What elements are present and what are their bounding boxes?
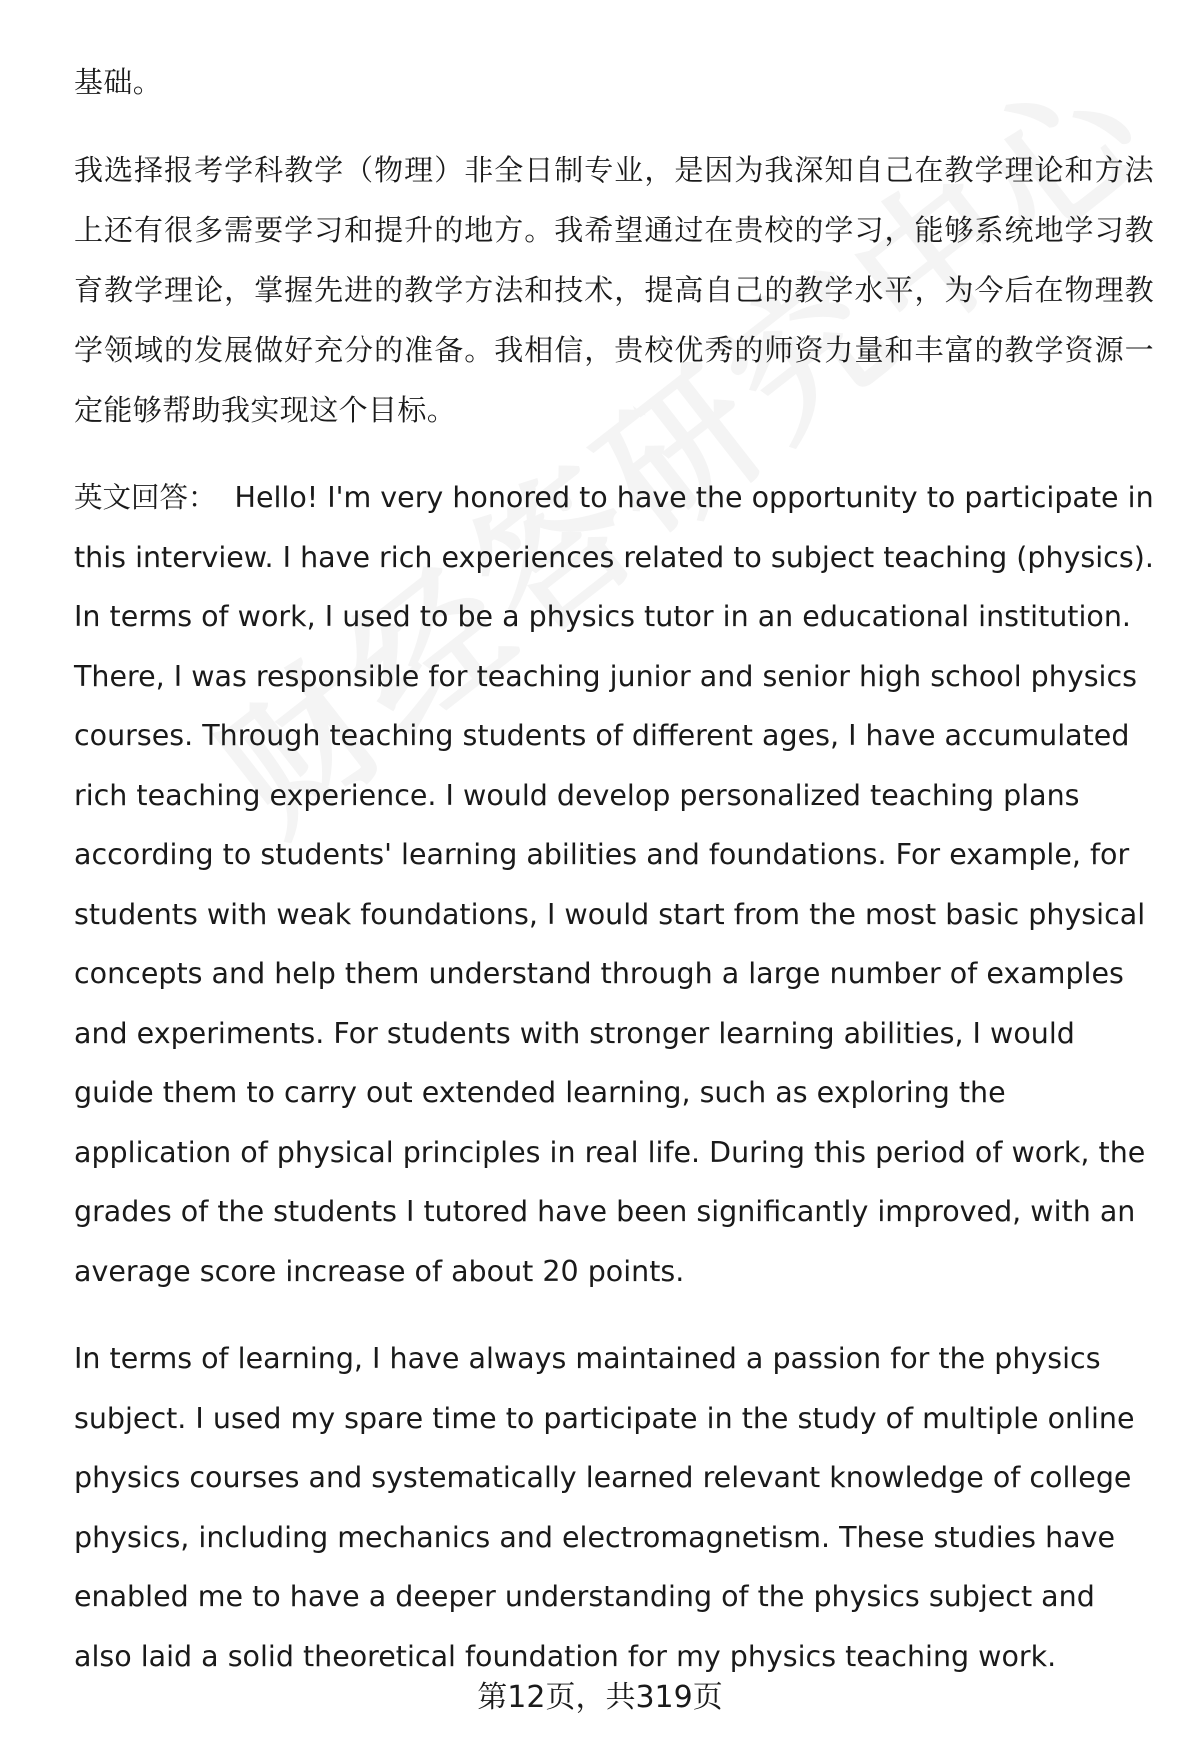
paragraph-english-answer [74,468,1154,1301]
paragraph-text: 我选择报考学科教学（物理）非全日制专业，是因为我深知自己在教学理论和方法上还有很多需要学习和提升的地方。我希望通过在贵校的学习，能够系统地学习教育教学理论，掌握先进的教学方法和技术，提高自己的教学水平，为今后在物理教学领域的发展做好充分的准备。我相信，贵校优秀的师资力量和丰富的教学资源一定能够帮助我实现这个目标。 [74,153,1154,427]
paragraph-text: 基础。 [74,65,163,99]
page-number: 第12页，共319页 [477,1680,723,1715]
paragraph-continuation [74,52,1154,112]
answer-label: 英文回答： [74,481,217,514]
paragraph-chinese-answer [74,140,1154,440]
paragraph-learning [74,1329,1154,1686]
document-body [74,52,1154,1714]
paragraph-text: In terms of learning, I have always maintained a passion for the physics subject. I used my spare time to participate in the study of multiple online physics courses and systematically learned relevant knowledge of college physics, including mechanics and electromagnetism. These studies have enabled me to have a deeper understanding of the physics subject and also laid a solid theoretical foundation for my physics teaching work. [74,1342,1135,1673]
paragraph-text: Hello! I'm very honored to have the opportunity to participate in this interview. I have rich experiences related to subject teaching (physics). In terms of work, I used to be a physics tutor in an educational institution. There, I was responsible for teaching junior and senior high school physics courses. Through teaching students of different ages, I have accumulated rich teaching experience. I would develop personalized teaching plans according to students' learning abilities and foundations. For example, for students with weak foundations, I would start from the most basic physical concepts and help them understand through a large number of examples and experiments. For students with stronger learning abilities, I would guide them to carry out extended learning, such as exploring the application of physical principles in real life. During this period of work, the grades of the students I tutored have been significantly improved, with an average score increase of about 20 points. [74,481,1154,1288]
